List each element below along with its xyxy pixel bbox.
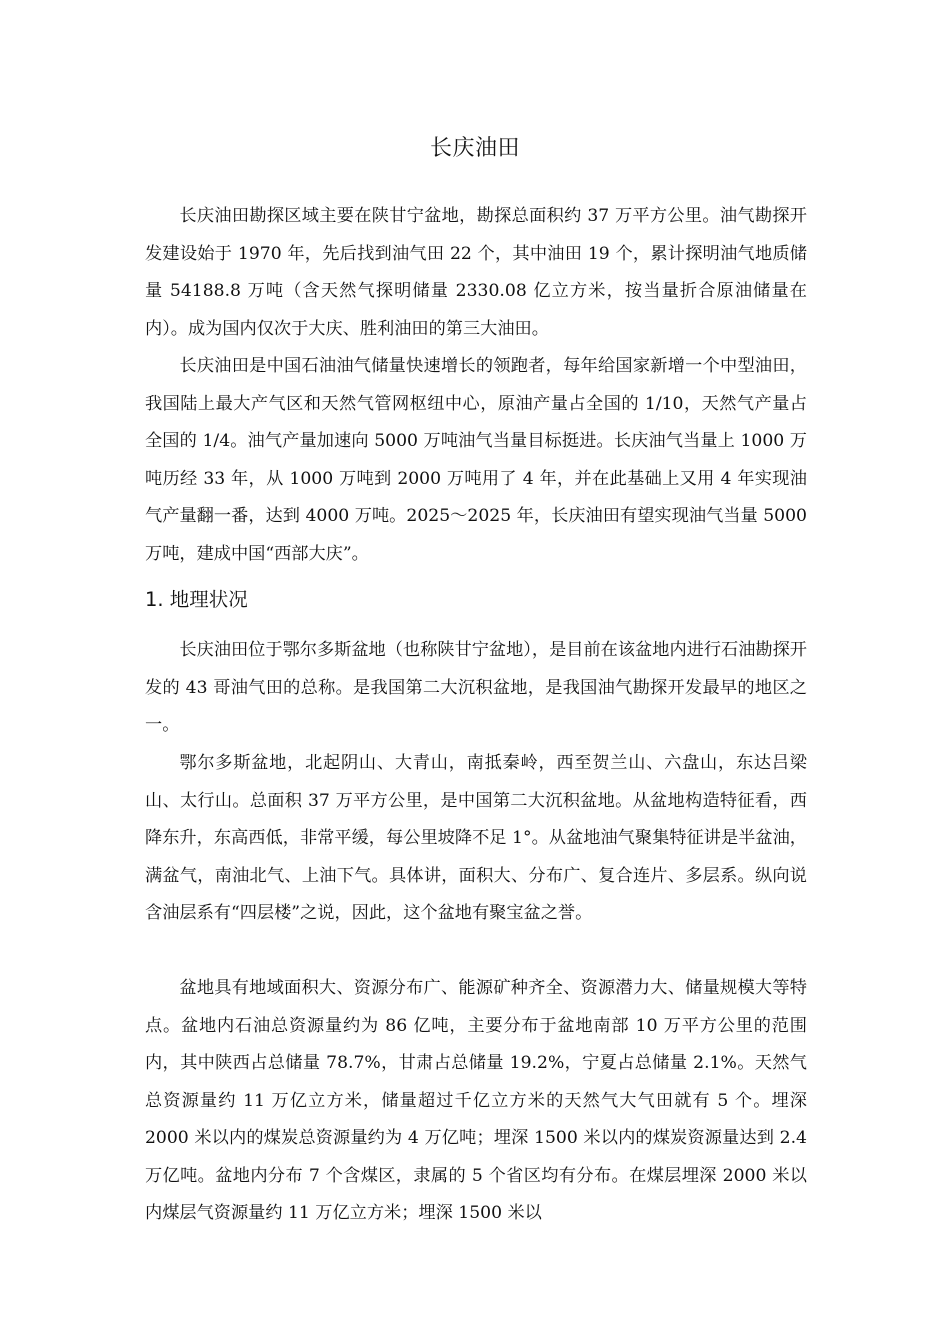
geography-paragraph-2: 鄂尔多斯盆地，北起阴山、大青山，南抵秦岭，西至贺兰山、六盘山，东达吕梁山、太行山。总面积 37 万平方公里，是中国第二大沉积盆地。从盆地构造特征看，西降东升，东高西低，非常平缓，每公里坡降不足 1°。从盆地油气聚集特征讲是半盆油，满盆气，南油北气、上油下气。具体讲，面积大、分布广、复合连片、多层系。纵向说含油层系有“四层楼”之说，因此，这个盆地有聚宝盆之誉。 xyxy=(145,753,807,923)
page-title: 长庆油田 xyxy=(429,136,520,161)
intro-paragraph-2: 长庆油田是中国石油油气储量快速增长的领跑者，每年给国家新增一个中型油田，我国陆上最大产气区和天然气管网枢纽中心，原油产量占全国的 1/10，天然气产量占全国的 1/4。油气产量加速向 5000 万吨油气当量目标挺进。长庆油气当量上 1000 万吨历经 33 年，从 1000 万吨到 2000 万吨用了 4 年，并在此基础上又用 4 年实现油气产量翻一番，达到 4000 万吨。2025～2025 年，长庆油田有望实现油气当量 5000 万吨，建成中国“西部大庆”。 xyxy=(145,356,807,564)
geography-paragraph-3: 盆地具有地域面积大、资源分布广、能源矿种齐全、资源潜力大、储量规模大等特点。盆地内石油总资源量约为 86 亿吨，主要分布于盆地南部 10 万平方公里的范围内，其中陕西占总储量 78.7%，甘肃占总储量 19.2%，宁夏占总储量 2.1%。天然气总资源量约 11 万亿立方米，储量超过千亿立方米的天然气大气田就有 5 个。埋深 2000 米以内的煤炭总资源量约为 4 万亿吨；埋深 1500 米以内的煤炭资源量达到 2.4 万亿吨。盆地内分布 7 个含煤区，隶属的 5 个省区均有分布。在煤层埋深 2000 米以内煤层气资源量约 11 万亿立方米；埋深 1500 米以 xyxy=(145,978,807,1223)
section-heading-geography: 1. 地理状况 xyxy=(145,588,248,611)
intro-paragraph-1: 长庆油田勘探区域主要在陕甘宁盆地，勘探总面积约 37 万平方公里。油气勘探开发建设始于 1970 年，先后找到油气田 22 个，其中油田 19 个，累计探明油气地质储量 54188.8 万吨（含天然气探明储量 2330.08 亿立方米，按当量折合原油储量在内）。成为国内仅次于大庆、胜利油田的第三大油田。 xyxy=(145,206,807,339)
geography-paragraph-1: 长庆油田位于鄂尔多斯盆地（也称陕甘宁盆地），是目前在该盆地内进行石油勘探开发的 43 哥油气田的总称。是我国第二大沉积盆地，是我国油气勘探开发最早的地区之一。 xyxy=(145,640,807,735)
